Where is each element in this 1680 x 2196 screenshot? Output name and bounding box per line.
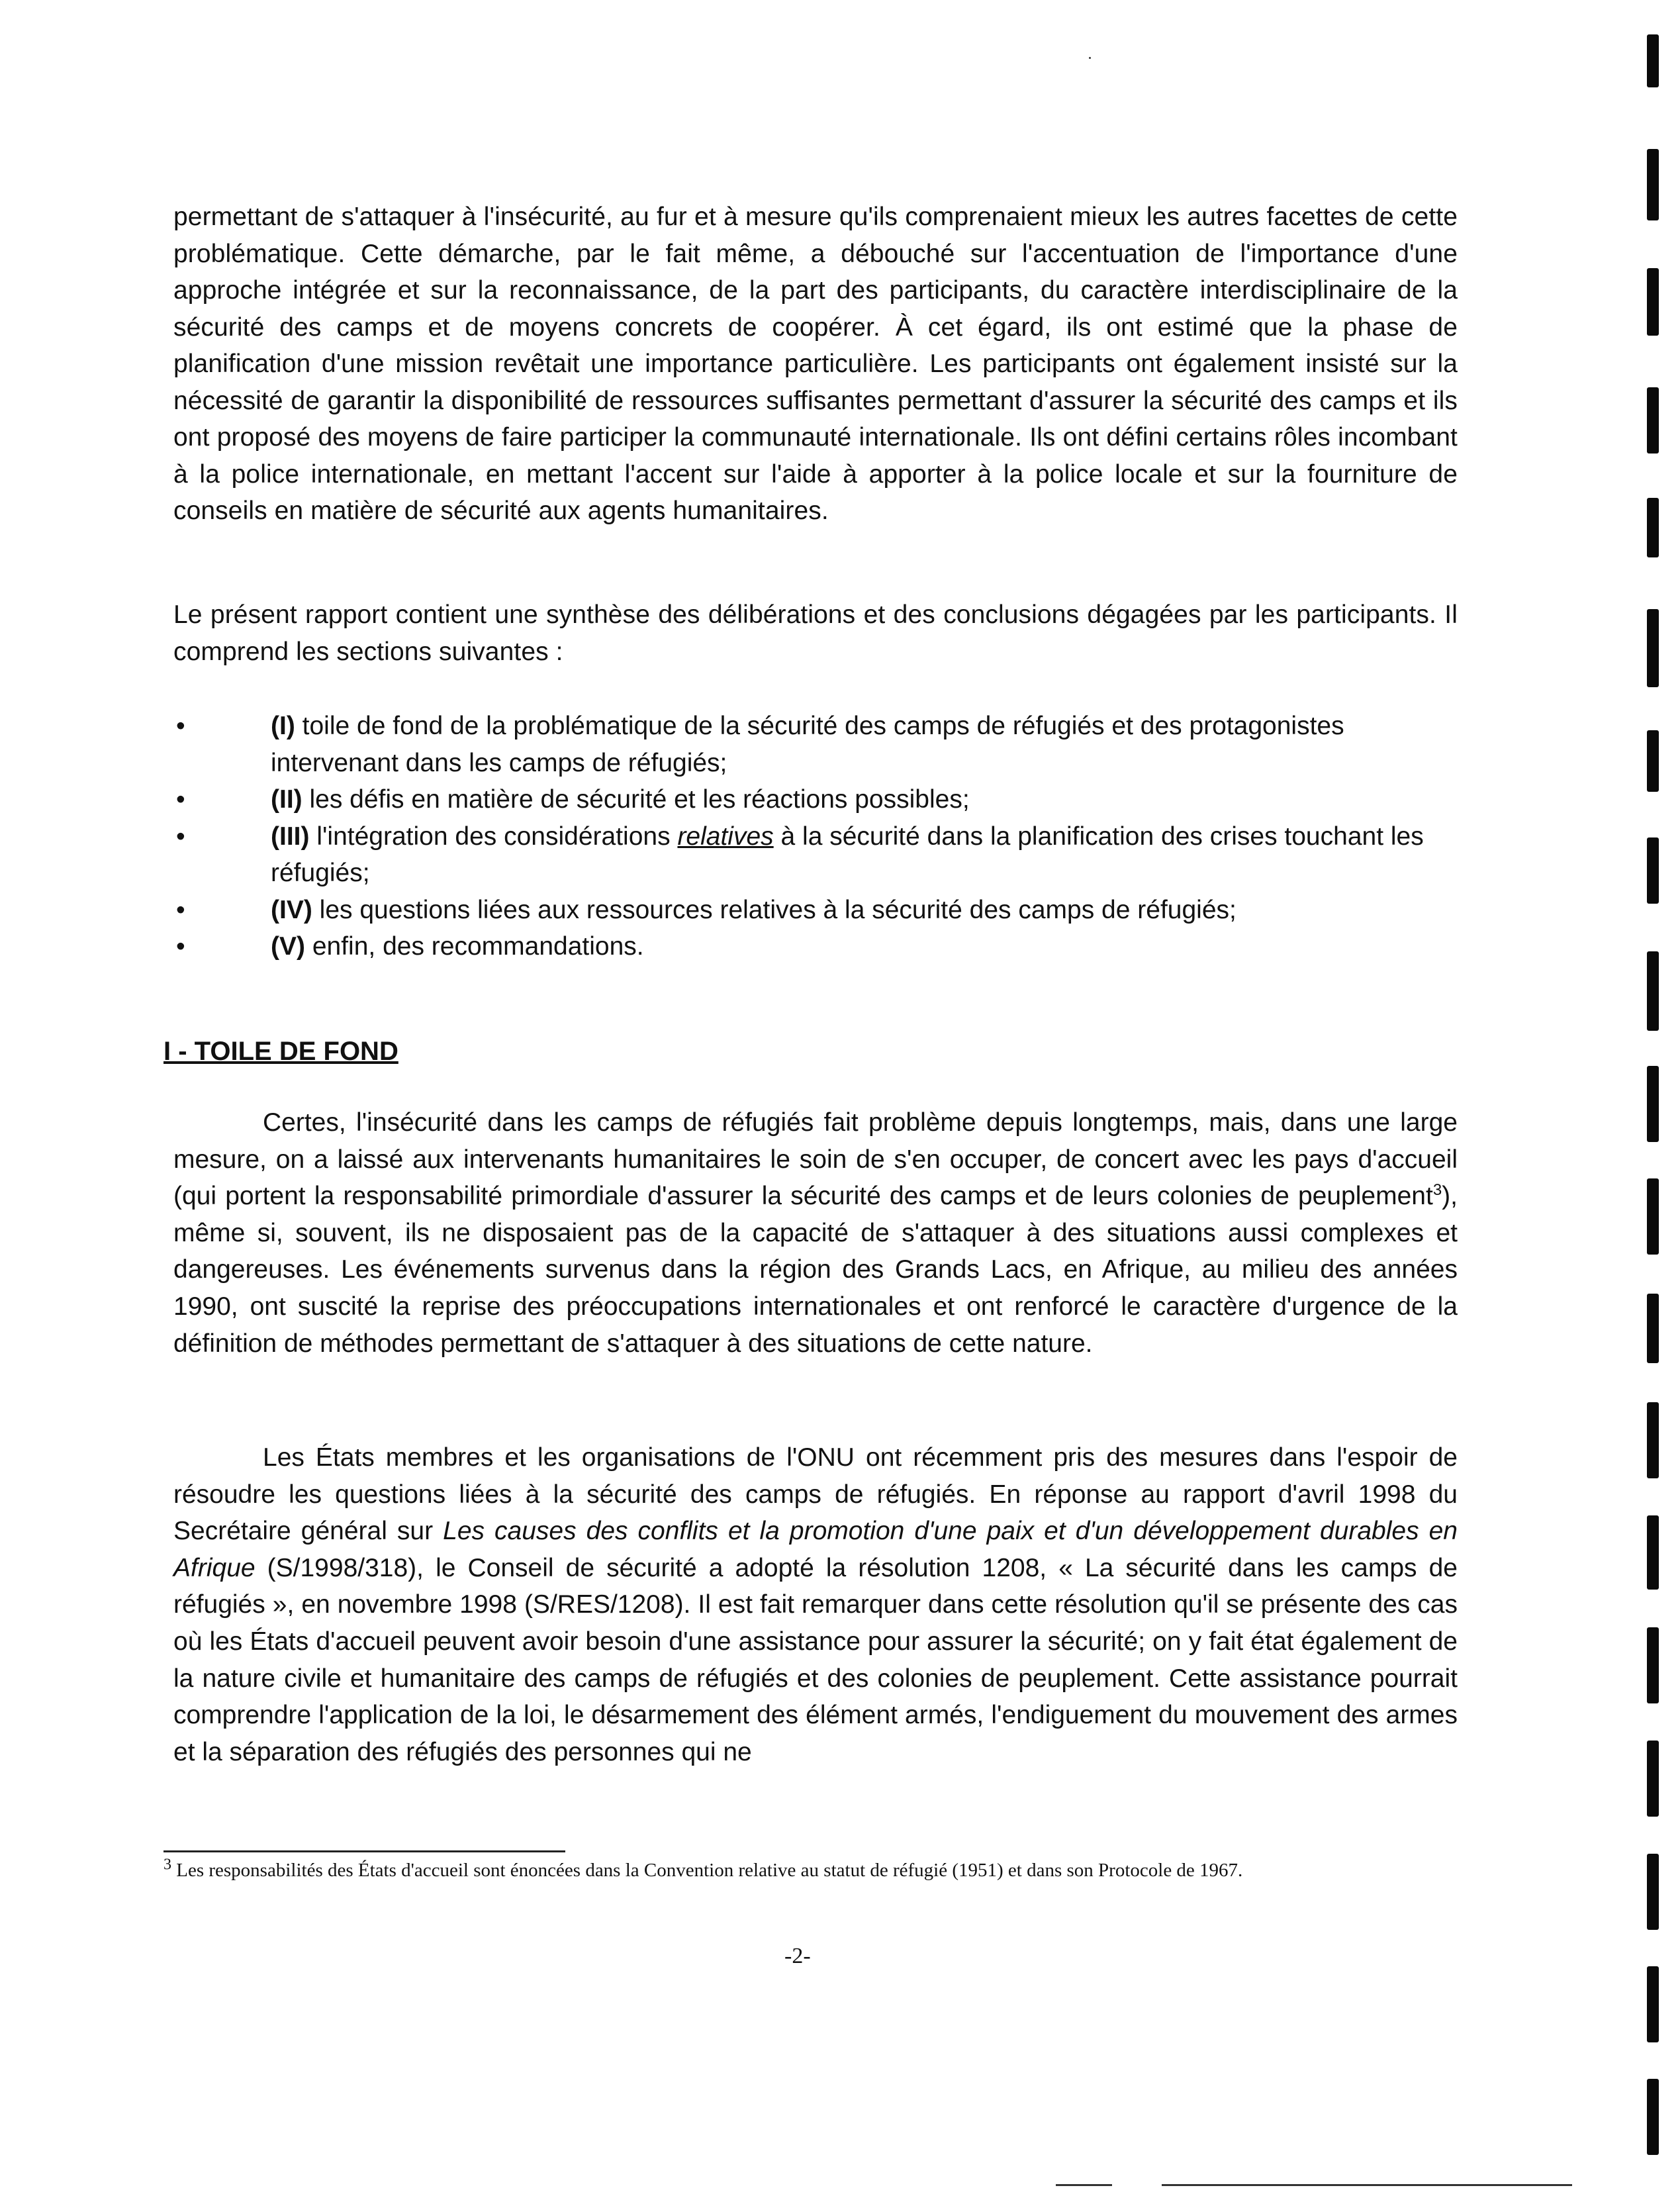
- scan-edge-line: [1162, 2184, 1572, 2186]
- section-number: (III): [271, 822, 310, 851]
- bullet-icon: •: [176, 712, 185, 740]
- list-item: [173, 781, 1458, 818]
- list-item: [173, 818, 1458, 892]
- scan-edge-mark: [1647, 730, 1659, 792]
- list-item-text: toile de fond de la problématique de la sécurité des camps de réfugiés et des protagonistes intervenant dans les camps de réfugiés;: [271, 712, 1344, 777]
- scan-edge-mark: [1647, 609, 1659, 687]
- paragraph-text: Les États membres et les organisations de l'ONU ont récemment pris des mesures dans l'espoir de résoudre les questions liées à la sécurité des camps de réfugiés. En réponse au rapport d'avril 1998 du Secrétaire général sur: [173, 1443, 1458, 1546]
- intro-paragraph-text: permettant de s'attaquer à l'insécurité, au fur et à mesure qu'ils comprenaient mieux les autres facettes de cette problématique. Cette démarche, par le fait même, a débouché sur l'accentuation de l'importance d'une approche intégrée et sur la reconnaissance, de la part des participants, du caractère interdisciplinaire de la sécurité des camps et de moyens concrets de coopérer. À cet égard, ils ont estimé que la phase de planification d'une mission revêtait une importance particulière. Les participants ont également insisté sur la nécessité de garantir la disponibilité de ressources suffisantes permettant d'assurer la sécurité des camps et ils ont proposé des moyens de faire participer la communauté internationale. Ils ont défini certains rôles incombant à la police internationale, en mettant l'accent sur l'aide à apporter à la police locale et sur la fourniture de conseils en matière de sécurité aux agents humanitaires.: [173, 203, 1458, 525]
- section-heading: I - TOILE DE FOND: [163, 1037, 398, 1066]
- scan-edge-mark: [1647, 837, 1659, 904]
- scan-edge-mark: [1647, 387, 1659, 454]
- page-number: -2-: [784, 1944, 811, 1968]
- footnote-marker: 3: [163, 1856, 171, 1874]
- section-number: (I): [271, 712, 295, 740]
- scan-edge-mark: [1647, 1294, 1659, 1363]
- list-item-text: les défis en matière de sécurité et les réactions possibles;: [302, 785, 970, 814]
- sections-list: [173, 708, 1458, 965]
- scan-edge-mark: [1647, 1402, 1659, 1478]
- scan-edge-mark: [1647, 1515, 1659, 1590]
- list-item-text: les questions liées aux ressources relatives à la sécurité des camps de réfugiés;: [312, 895, 1237, 924]
- scan-edge-mark: [1647, 34, 1659, 87]
- scan-edge-mark: [1647, 498, 1659, 557]
- bullet-icon: •: [176, 785, 185, 814]
- scan-edge-mark: [1647, 2079, 1659, 2155]
- paragraph-text: Certes, l'insécurité dans les camps de réfugiés fait problème depuis longtemps, mais, dans une large mesure, on a laissé aux intervenants humanitaires le soin de s'en occuper, de concert avec les pays d'accueil (qui portent la responsabilité primordiale d'assurer la sécurité des camps et de leurs colonies de peuplement: [173, 1108, 1458, 1211]
- section-number: (V): [271, 932, 305, 961]
- summary-paragraph-text: Le présent rapport contient une synthèse des délibérations et des conclusions dégagées par les participants. Il comprend les sections suivantes :: [173, 600, 1458, 666]
- scan-edge-mark: [1647, 1854, 1659, 1930]
- summary-paragraph: [173, 597, 1458, 670]
- underlined-word: relatives: [677, 822, 774, 851]
- list-item-text: à la sécurité dans la planification des crises touchant les réfugiés;: [271, 822, 1424, 887]
- paragraph-text: ), même si, souvent, ils ne disposaient pas de la capacité de s'attaquer à des situations aussi complexes et dangereuses. Les événements survenus dans la région des Grands Lacs, en Afrique, au milieu des années 1990, ont suscité la reprise des préoccupations internationales et ont renforcé le caractère d'urgence de la définition de méthodes permettant de s'attaquer à des situations de cette nature.: [173, 1182, 1458, 1358]
- footnote-text: Les responsabilités des États d'accueil sont énoncées dans la Convention relative au statut de réfugié (1951) et dans son Protocole de 1967.: [171, 1860, 1243, 1881]
- scan-edge-mark: [1647, 1627, 1659, 1703]
- footnote: [163, 1854, 1461, 1887]
- list-item: [173, 708, 1458, 781]
- scan-edge-mark: [1647, 951, 1659, 1031]
- report-title-italic: Les causes des conflits et la promotion d'une paix et d'un développement durables en Afrique: [173, 1517, 1458, 1582]
- list-item-text: enfin, des recommandations.: [305, 932, 644, 961]
- scan-speck: [1089, 57, 1091, 59]
- footnote-reference: 3: [1432, 1181, 1442, 1200]
- section-number: (II): [271, 785, 303, 814]
- section-number: (IV): [271, 895, 312, 924]
- scan-edge-line: [1056, 2184, 1112, 2186]
- scan-edge-mark: [1647, 149, 1659, 220]
- bullet-icon: •: [176, 932, 185, 961]
- footnote-divider: [163, 1850, 565, 1852]
- bullet-icon: •: [176, 895, 185, 924]
- list-item-text: l'intégration des considérations: [309, 822, 678, 851]
- bullet-icon: •: [176, 822, 185, 851]
- scan-edge-mark: [1647, 268, 1659, 336]
- paragraph-text: (S/1998/318), le Conseil de sécurité a adopté la résolution 1208, « La sécurité dans les camps de réfugiés », en novembre 1998 (S/RES/1208). Il est fait remarquer dans cette résolution qu'il se présente des cas où les États d'accueil peuvent avoir besoin d'une assistance pour assurer la sécurité; on y fait état également de la nature civile et humanitaire des camps de réfugiés et des colonies de peuplement. Cette assistance pourrait comprendre l'application de la loi, le désarmement des élément armés, l'endiguement du mouvement des armes et la séparation des réfugiés des personnes qui ne: [173, 1553, 1458, 1766]
- intro-paragraph: [173, 199, 1458, 530]
- list-item: [173, 928, 1458, 965]
- scan-edge-mark: [1647, 1066, 1659, 1142]
- scan-edge-mark: [1647, 1966, 1659, 2042]
- list-item: [173, 892, 1458, 929]
- body-paragraph: [173, 1439, 1458, 1770]
- scan-edge-mark: [1647, 1741, 1659, 1817]
- scan-edge-mark: [1647, 1178, 1659, 1255]
- body-paragraph: [173, 1104, 1458, 1362]
